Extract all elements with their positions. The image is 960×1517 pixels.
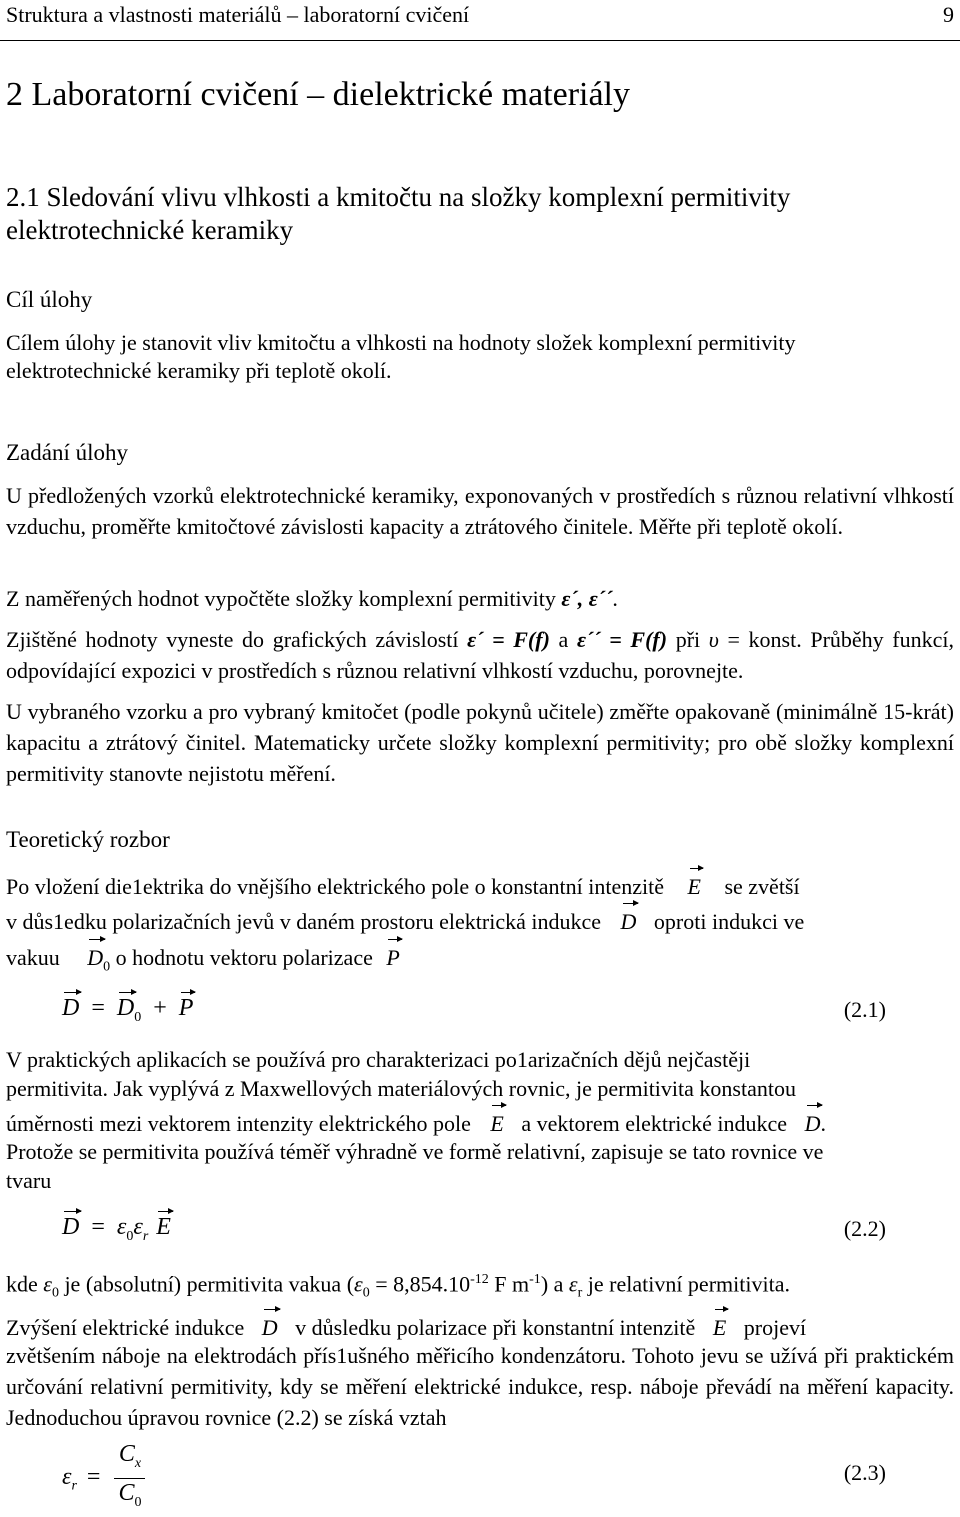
theory-where-line: [6, 1264, 954, 1309]
vector-d: D: [621, 906, 637, 937]
theory-p3-rest: zvětšením náboje na elektrodách přís1ušného měřicího kondenzátoru. Tohoto jevu se užívá při praktickém určování relativní permitivity, kdy se měření elektrické indukce, resp. náboje převádí na měření kapacity. Jednoduchou úpravou rovnice (2.2) se získá vztah: [6, 1343, 954, 1430]
goal-heading: Cíl úlohy: [6, 287, 93, 312]
text: Po vložení die1ektrika do vnějšího elektrického pole o konstantní intenzitě: [6, 874, 665, 899]
plus: +: [153, 995, 167, 1021]
text: při: [667, 627, 709, 652]
value: = 8,854.10: [369, 1271, 471, 1297]
task-paragraph-1: U předložených vzorků elektrotechnické keramiky, exponovaných v prostředích s různou relativní vlhkostí vzduchu, proměřte kmitočtové závislosti kapacity a ztrátového činitele. Měřte při teplotě okolí.: [6, 483, 954, 539]
nu-symbol: υ: [708, 627, 719, 652]
subscript: 0: [134, 1009, 142, 1025]
vector-e: E: [156, 1214, 171, 1240]
text: .: [612, 586, 618, 611]
exponent: -12: [470, 1272, 489, 1287]
text: = konst. Průběhy funkcí, odpovídající expozici v prostředích s různou relativní vlhkostí vzduchu, porovnejte.: [6, 627, 954, 683]
vector-d0: D: [116, 995, 135, 1021]
equation-eps2: ε´´ = F(f): [576, 627, 668, 652]
theory-heading: Teoretický rozbor: [6, 827, 170, 852]
vector-e: E: [688, 871, 701, 902]
task-paragraph-4: U vybraného vzorku a pro vybraný kmitočet (podle pokynů učitele) změřte opakovaně (minimálně 15-krát) kapacitu a ztrátový činitel. Matematicky určete složky komplexní permitivity; pro obě složky komplexní permitivity stanovte nejistotu měření.: [6, 699, 954, 786]
text: ) a: [540, 1271, 569, 1297]
text: kde: [6, 1271, 44, 1297]
epsilon-symbols: ε´, ε´´: [561, 586, 613, 611]
equation-number-2-3: (2.3): [843, 1460, 886, 1485]
unit: F m: [488, 1271, 530, 1297]
subscript: r: [71, 1478, 77, 1494]
exponent: -1: [529, 1272, 541, 1287]
epsilon: ε: [43, 1271, 52, 1297]
equation-2-1: [62, 995, 193, 1026]
header-rule: [0, 40, 960, 41]
vector-e: E: [713, 1312, 726, 1343]
theory-p3-line1: [6, 1312, 954, 1343]
vector-e: E: [490, 1108, 503, 1139]
equals: =: [91, 1214, 105, 1240]
text: o hodnotu vektoru polarizace: [115, 945, 373, 970]
text: se zvětší: [724, 874, 800, 899]
task-heading: Zadání úlohy: [6, 440, 128, 465]
text: oproti indukci ve: [653, 909, 805, 934]
epsilon: ε: [354, 1271, 363, 1297]
text: .: [820, 1111, 826, 1136]
text: Zjištěné hodnoty vyneste do grafických závislostí: [6, 627, 468, 652]
equals: =: [86, 1463, 101, 1490]
section-title-line2: elektrotechnické keramiky: [6, 215, 294, 245]
equation-number-2-2: (2.2): [843, 1216, 886, 1241]
capacitance-x: C: [118, 1441, 135, 1467]
vector-d: D: [62, 1214, 80, 1240]
fraction: [114, 1440, 145, 1517]
equation-eps1: ε´ = F(f): [467, 627, 550, 652]
text: Zvýšení elektrické indukce: [6, 1315, 245, 1340]
text: v důsledku polarizace při konstantní intenzitě: [295, 1315, 696, 1340]
text: v důs1edku polarizačních jevů v daném prostoru elektrická indukce: [6, 909, 602, 934]
equation-2-2: [62, 1214, 171, 1245]
vector-d: D: [62, 995, 80, 1021]
chapter-title: 2 Laboratorní cvičení – dielektrické materiály: [6, 76, 631, 113]
epsilon: ε: [568, 1271, 578, 1297]
task-paragraph-2: [6, 583, 954, 614]
text: úměrnosti mezi vektorem intenzity elektrického pole: [6, 1111, 471, 1136]
text: Z naměřených hodnot vypočtěte složky komplexní permitivity: [6, 586, 562, 611]
theory-p2-line5: tvaru: [6, 1168, 52, 1193]
theory-p2-line3: [6, 1108, 954, 1139]
equation-number-2-1: (2.1): [843, 997, 886, 1022]
denominator: [114, 1479, 145, 1517]
equation-2-3: [62, 1440, 149, 1517]
theory-line3: [6, 942, 954, 982]
theory-p2-line1: V praktických aplikacích se používá pro charakterizaci po1arizačních dějů nejčastěji: [6, 1047, 751, 1072]
vector-d: D: [805, 1108, 821, 1139]
goal-text-line2: elektrotechnické keramiky při teplotě okolí.: [6, 358, 392, 383]
text: projeví: [743, 1315, 807, 1340]
page-number: 9: [943, 2, 954, 27]
text: je relativní permitivita.: [582, 1271, 790, 1297]
subscript: x: [134, 1455, 142, 1471]
vector-p: P: [178, 995, 194, 1021]
subscript: 0: [103, 959, 111, 975]
theory-line1: [6, 871, 954, 902]
text: a: [549, 627, 577, 652]
text: vakuu: [6, 945, 60, 970]
task-paragraph-3: [6, 624, 954, 686]
subscript: 0: [51, 1285, 59, 1301]
running-header: Struktura a vlastnosti materiálů – laboratorní cvičení: [6, 2, 470, 27]
subscript: r: [577, 1285, 583, 1301]
theory-p2-line4: Protože se permitivita používá téměř výhradně ve formě relativní, zapisuje se tato rovnice ve: [6, 1139, 824, 1164]
vector-p: P: [386, 942, 399, 973]
epsilon: ε: [133, 1214, 143, 1240]
vector-d: D: [262, 1312, 278, 1343]
capacitance-0: C: [118, 1479, 135, 1506]
vector-d0: D: [87, 942, 103, 973]
section-title-line1: 2.1 Sledování vlivu vlhkosti a kmitočtu na složky komplexní permitivity: [6, 182, 791, 212]
text: a vektorem elektrické indukce: [521, 1111, 788, 1136]
theory-p2-line2: permitivita. Jak vyplývá z Maxwellových materiálových rovnic, je permitivita konstantou: [6, 1076, 796, 1101]
text: je (absolutní) permitivita vakua (: [58, 1271, 355, 1297]
subscript: 0: [362, 1285, 370, 1301]
epsilon: ε: [62, 1463, 72, 1490]
subscript: r: [142, 1228, 149, 1244]
subscript: 0: [126, 1228, 134, 1244]
theory-line2: [6, 906, 954, 937]
subscript: 0: [134, 1494, 142, 1510]
numerator: [114, 1440, 145, 1479]
epsilon: ε: [116, 1214, 127, 1240]
equals: =: [91, 995, 105, 1021]
goal-text-line1: Cílem úlohy je stanovit vliv kmitočtu a vlhkosti na hodnoty složek komplexní permitivity: [6, 330, 796, 355]
